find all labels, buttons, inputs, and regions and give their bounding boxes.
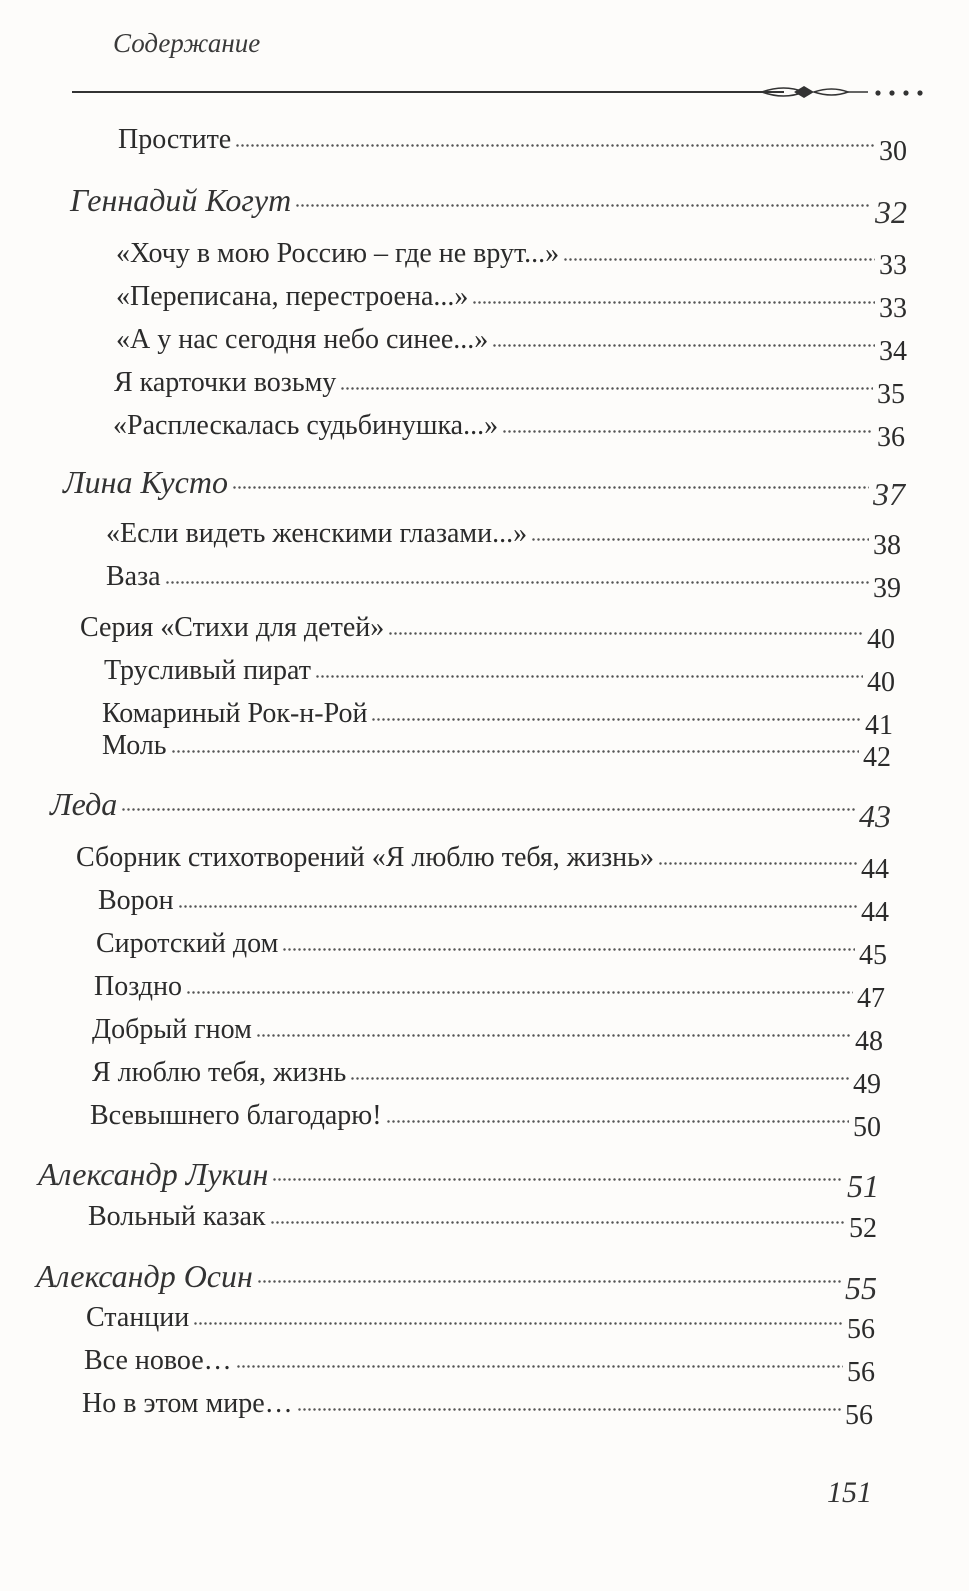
toc-entry-title: Трусливый пират bbox=[104, 655, 311, 686]
toc-entry-page: 41 bbox=[865, 710, 893, 741]
toc-entry-title: «Переписана, перестроена...» bbox=[116, 281, 469, 312]
toc-entry bbox=[84, 1339, 875, 1388]
toc-entry-page: 47 bbox=[857, 983, 885, 1014]
toc-author-page: 55 bbox=[845, 1270, 877, 1306]
toc-entry-page: 33 bbox=[879, 250, 907, 281]
toc-author-name: Лина Кусто bbox=[63, 464, 228, 500]
toc-section-title: Сборник стихотворений «Я люблю тебя, жизнь» bbox=[76, 842, 654, 873]
toc-entry-title: «Расплескалась судьбинушка...» bbox=[113, 410, 499, 441]
toc-entry-page: 34 bbox=[879, 336, 907, 367]
toc-author-name: Александр Осин bbox=[36, 1258, 253, 1294]
dot-leader bbox=[232, 482, 869, 492]
toc-entry-page: 38 bbox=[873, 530, 901, 561]
toc-entry bbox=[104, 649, 895, 698]
dot-leader bbox=[388, 628, 863, 638]
toc-author-page: 37 bbox=[873, 476, 905, 512]
toc-author bbox=[50, 782, 891, 834]
toc-entry-page: 36 bbox=[877, 422, 905, 453]
toc-section-title: Серия «Стихи для детей» bbox=[80, 612, 385, 643]
toc-entry-title: Всевышнего благодарю! bbox=[90, 1100, 382, 1131]
toc-entry-page: 35 bbox=[877, 379, 905, 410]
toc-entry-title: Но в этом мире… bbox=[82, 1388, 293, 1419]
toc-entry bbox=[106, 555, 901, 604]
dot-leader bbox=[502, 426, 873, 436]
toc-entry bbox=[113, 404, 905, 453]
dot-leader bbox=[563, 254, 875, 264]
toc-entry-title: Комариный Рок-н-Рой bbox=[102, 698, 368, 729]
toc-entry bbox=[116, 275, 907, 324]
toc-entry bbox=[116, 232, 907, 281]
dot-leader bbox=[386, 1116, 849, 1126]
dot-leader bbox=[186, 987, 853, 997]
dot-leader bbox=[658, 858, 857, 868]
dot-leader bbox=[295, 200, 871, 210]
toc-entry-page: 42 bbox=[863, 742, 891, 773]
toc-author bbox=[38, 1152, 879, 1204]
dot-leader bbox=[270, 1217, 845, 1227]
toc-entry-page: 50 bbox=[853, 1112, 881, 1143]
toc-entry-title: Простите bbox=[118, 124, 232, 155]
dot-leader bbox=[492, 340, 875, 350]
toc-entry-title: Сиротский дом bbox=[96, 928, 279, 959]
running-head: Содержание bbox=[113, 28, 261, 58]
dot-leader bbox=[472, 297, 875, 307]
toc-author bbox=[70, 178, 907, 230]
dot-leader bbox=[272, 1174, 843, 1184]
toc-entry-title: «Если видеть женскими глазами...» bbox=[106, 518, 528, 549]
toc-author-page: 51 bbox=[847, 1168, 879, 1204]
toc-entry-title: Я карточки возьму bbox=[114, 367, 337, 398]
toc-entry bbox=[92, 1051, 881, 1100]
toc-entry-title: «Хочу в мою Россию – где не врут...» bbox=[116, 238, 560, 269]
toc-entry-page: 56 bbox=[847, 1314, 875, 1345]
toc-entry-title: Станции bbox=[86, 1302, 190, 1333]
dot-leader bbox=[315, 671, 863, 681]
toc-section-page: 44 bbox=[861, 854, 889, 885]
toc-entry-title: Вольный казак bbox=[88, 1201, 266, 1232]
toc-entry bbox=[94, 965, 885, 1014]
toc-entry bbox=[106, 512, 901, 561]
dot-leader bbox=[193, 1318, 843, 1328]
toc-entry-title: Ваза bbox=[106, 561, 161, 592]
toc-entry bbox=[92, 1008, 883, 1057]
dot-leader bbox=[371, 714, 861, 724]
toc-entry bbox=[116, 318, 907, 367]
dot-leader bbox=[350, 1073, 849, 1083]
dot-leader bbox=[256, 1030, 851, 1040]
toc-section bbox=[76, 836, 889, 885]
toc-entry bbox=[90, 1094, 881, 1143]
toc-entry-title: Поздно bbox=[94, 971, 183, 1002]
toc-entry-page: 56 bbox=[845, 1400, 873, 1431]
toc-author bbox=[36, 1254, 877, 1306]
toc-entry-page: 40 bbox=[867, 667, 895, 698]
toc-entry-title: Я люблю тебя, жизнь bbox=[92, 1057, 347, 1088]
toc-entry bbox=[96, 922, 887, 971]
toc-entry bbox=[114, 361, 905, 410]
toc-entry-title: Добрый гном bbox=[92, 1014, 252, 1045]
toc-section-page: 40 bbox=[867, 624, 895, 655]
toc-author-page: 32 bbox=[875, 194, 907, 230]
toc-entry-title: «А у нас сегодня небо синее...» bbox=[116, 324, 489, 355]
toc-entry-page: 52 bbox=[849, 1213, 877, 1244]
toc-entry-title: Моль bbox=[102, 730, 167, 761]
dot-leader bbox=[282, 944, 855, 954]
page-number: 151 bbox=[827, 1476, 872, 1509]
dot-leader bbox=[340, 383, 873, 393]
dot-leader bbox=[171, 746, 859, 756]
dot-leader bbox=[236, 1361, 843, 1371]
toc-entry bbox=[102, 724, 891, 773]
dot-leader bbox=[178, 901, 857, 911]
toc-author-name: Геннадий Когут bbox=[70, 182, 292, 218]
toc-entry bbox=[88, 1195, 877, 1244]
toc-author-page: 43 bbox=[859, 798, 891, 834]
toc-author-name: Александр Лукин bbox=[38, 1156, 269, 1192]
dot-leader bbox=[297, 1404, 841, 1414]
toc-entry-page: 48 bbox=[855, 1026, 883, 1057]
toc-entry-page: 56 bbox=[847, 1357, 875, 1388]
toc-entry-title: Ворон bbox=[98, 885, 174, 916]
toc-entry bbox=[118, 118, 907, 167]
dot-leader bbox=[165, 577, 869, 587]
toc-entry-title: Все новое… bbox=[84, 1345, 232, 1376]
dot-leader bbox=[257, 1276, 841, 1286]
header-rule-ornament bbox=[72, 78, 932, 108]
toc-entry-page: 33 bbox=[879, 293, 907, 324]
dot-leader bbox=[531, 534, 869, 544]
toc-entry-page: 44 bbox=[861, 897, 889, 928]
dot-leader bbox=[121, 804, 855, 814]
toc-author bbox=[63, 460, 905, 512]
toc-entry-page: 30 bbox=[879, 136, 907, 167]
toc-entry bbox=[82, 1382, 873, 1431]
toc-entry bbox=[98, 879, 889, 928]
toc-entry-page: 45 bbox=[859, 940, 887, 971]
dot-leader bbox=[235, 140, 875, 150]
toc-entry-page: 39 bbox=[873, 573, 901, 604]
toc-section bbox=[80, 606, 895, 655]
toc-entry-page: 49 bbox=[853, 1069, 881, 1100]
toc-entry bbox=[86, 1296, 875, 1345]
toc-author-name: Леда bbox=[50, 786, 118, 822]
